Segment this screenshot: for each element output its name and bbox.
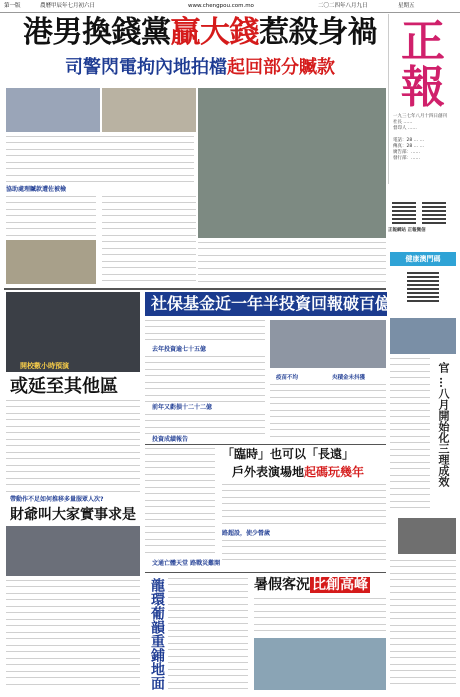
mid-left-text <box>145 448 215 556</box>
press-conference-photo <box>6 88 100 132</box>
mid-sub: 路超設，使少營歲 <box>222 530 271 537</box>
side-article-text-2 <box>390 560 456 690</box>
side-vertical-head: 官 …八月開始化三理成效 <box>437 362 450 487</box>
sub-headline <box>22 56 378 80</box>
center-right-text <box>270 384 386 440</box>
official-portrait-photo <box>6 292 140 372</box>
health-code-banner: 健康澳門碼 <box>390 252 456 266</box>
bottom-left-text <box>168 578 248 690</box>
quote-2: 央積金未抖獲 <box>332 375 366 381</box>
story3-text <box>6 580 140 690</box>
section-divider <box>4 288 386 290</box>
subline-part1: 司警閃電拘內地拍檔 <box>65 57 227 78</box>
story3-kicker: 帶動作不足如何推移多量服眾人次? <box>10 496 104 503</box>
evidence-photo <box>102 88 196 132</box>
arrest-photo <box>198 88 386 238</box>
side-photo-2 <box>398 518 456 554</box>
lead-article-text <box>6 136 194 186</box>
mid-article-text <box>222 484 386 528</box>
section-label: 第一版 <box>4 3 21 9</box>
meeting-photo <box>6 526 140 576</box>
subline-red: 起回部分贓款 <box>227 57 335 78</box>
headline-part1: 港男換錢黨 <box>23 15 171 50</box>
story3-head: 財爺叫大家實事求是 <box>10 507 136 523</box>
masthead <box>388 14 459 184</box>
bottom-head: 暑假客況 比創高峰 <box>254 577 368 593</box>
banner-text: 社保基金近一年半投資回報破百億 <box>151 294 392 313</box>
social-security-banner <box>145 292 392 316</box>
main-headline <box>22 16 378 50</box>
story2-text <box>6 400 140 492</box>
wechat-qr-icon[interactable] <box>422 200 446 224</box>
lead-article-text-2 <box>102 196 196 284</box>
quote-1: 疫苗不均 <box>276 375 299 381</box>
story2-kicker: 開校數小時預演 <box>20 362 69 370</box>
center-divider <box>145 444 386 445</box>
health-qr-icon[interactable] <box>407 270 439 302</box>
bottom-divider <box>145 572 386 573</box>
subhead-1: 去年投資逾七十五億 <box>152 346 207 353</box>
issue-date: 二〇二四年八月九日 <box>318 3 368 9</box>
mid-sub-left: 文通亡體天堂 路戰災難開 <box>152 560 221 567</box>
vertical-head-bottom: 龍環葡韻重鋪地面 <box>149 578 165 690</box>
side-article-text <box>390 358 430 508</box>
website-qr-icon[interactable] <box>392 200 416 224</box>
story2-head: 或延至其他區 <box>10 376 118 397</box>
story1-head: 協助處理贓款遭佐被檢 <box>6 186 67 193</box>
founding-info: 一九三七年八月十四日創刊 社長 …… 督印人 …… <box>393 114 447 131</box>
lunar-date: 農曆甲辰年七月初六日 <box>40 3 96 9</box>
officials-photo <box>270 320 386 368</box>
top-info-bar <box>0 0 460 13</box>
contact-info: 電話：28 … … 傳真：28 … … 廣告部：…… 發行部：…… <box>393 138 425 161</box>
subhead-2: 前年又虧損十二十二億 <box>152 404 213 411</box>
mid-article-text-2 <box>222 540 386 564</box>
banner-article-text-2 <box>145 356 265 402</box>
website-url[interactable]: www.chengpou.com.mo <box>188 3 254 9</box>
story1-text <box>6 196 96 236</box>
side-photo <box>390 318 456 354</box>
subhead-3: 投資成績報告 <box>152 436 189 443</box>
weekday: 星期五 <box>398 3 415 9</box>
headline-part2: 惹殺身禍 <box>259 15 377 50</box>
lead-article-text-3 <box>198 242 386 284</box>
mid-head-a: 「臨時」也可以「長遠」 <box>222 447 355 461</box>
banner-article-text-3 <box>145 414 265 434</box>
qr-labels: 正報網站 正報微信 <box>388 228 426 233</box>
cash-photo <box>6 240 96 284</box>
brand-char-1: 正 <box>401 16 445 67</box>
brand-char-2: 報 <box>401 62 445 113</box>
banner-article-text <box>145 320 265 344</box>
headline-red: 贏大錢 <box>170 15 259 50</box>
bottom-right-text <box>254 598 386 634</box>
mid-head-b: 戶外表演場地起碼玩幾年 <box>232 465 365 479</box>
tourists-photo <box>254 638 386 690</box>
